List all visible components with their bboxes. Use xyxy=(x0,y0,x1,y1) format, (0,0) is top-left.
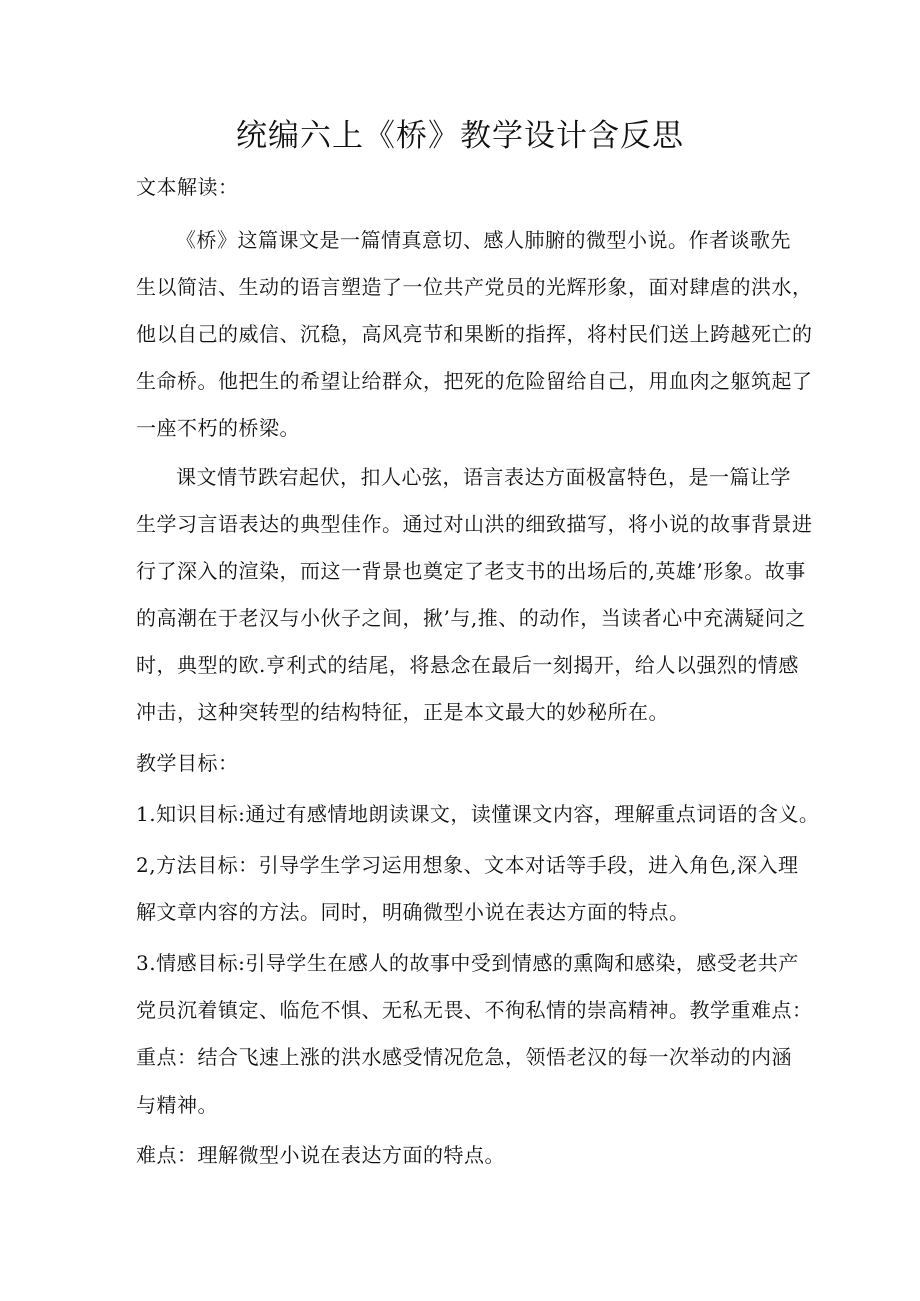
section-heading-text-analysis: 文本解读： xyxy=(136,175,239,199)
difficult-point: 难点：理解微型小说在表达方面的特点。 xyxy=(136,1143,505,1167)
paragraph-line: 行了深入的渲染，而这一背景也奠定了老支书的出场后的,英雄’形象。故事 xyxy=(136,559,806,583)
paragraph-line: 生以简洁、生动的语言塑造了一位共产党员的光辉形象，面对肆虐的洪水， xyxy=(136,275,813,299)
paragraph-line: 生命桥。他把生的希望让给群众，把死的危险留给自己，用血肉之躯筑起了 xyxy=(136,369,813,393)
paragraph-line: 的高潮在于老汉与小伙子之间，揪’与,推、的动作，当读者心中充满疑问之 xyxy=(136,606,806,630)
section-heading-teaching-goals: 教学目标： xyxy=(136,751,239,775)
paragraph-line: 他以自己的威信、沉稳，高风亮节和果断的指挥，将村民们送上跨越死亡的 xyxy=(136,322,813,346)
paragraph-line: 冲击，这种突转型的结构特征，正是本文最大的妙秘所在。 xyxy=(136,700,669,724)
document-title: 统编六上《桥》教学设计含反思 xyxy=(236,118,684,154)
paragraph-line: 《桥》这篇课文是一篇情真意切、感人肺腑的微型小说。作者谈歌先 xyxy=(176,228,791,252)
goal-emotion: 3.情感目标:引导学生在感人的故事中受到情感的熏陶和感染，感受老共产 xyxy=(136,951,799,975)
paragraph-line: 课文情节跌宕起伏，扣人心弦，语言表达方面极富特色，是一篇让学 xyxy=(176,465,791,489)
paragraph-line: 时，典型的欧.亨利式的结尾，将悬念在最后一刻揭开，给人以强烈的情感 xyxy=(136,653,799,677)
paragraph-line: 一座不朽的桥梁。 xyxy=(136,416,300,440)
paragraph-line: 生学习言语表达的典型佳作。通过对山洪的细致描写，将小说的故事背景进 xyxy=(136,512,813,536)
key-point-continued: 与精神。 xyxy=(136,1093,218,1117)
goal-method: 2,方法目标：引导学生学习运用想象、文本对话等手段，进入角色,深入理 xyxy=(136,853,799,877)
goal-emotion-continued: 党员沉着镇定、临危不惧、无私无畏、不徇私情的崇高精神。教学重难点： xyxy=(136,998,813,1022)
key-point: 重点：结合飞速上涨的洪水感受情况危急，领悟老汉的每一次举动的内涵 xyxy=(136,1045,792,1069)
goal-method-continued: 解文章内容的方法。同时，明确微型小说在表达方面的特点。 xyxy=(136,900,690,924)
goal-knowledge: 1.知识目标:通过有感情地朗读课文，读懂课文内容，理解重点词语的含义。 xyxy=(136,802,820,826)
